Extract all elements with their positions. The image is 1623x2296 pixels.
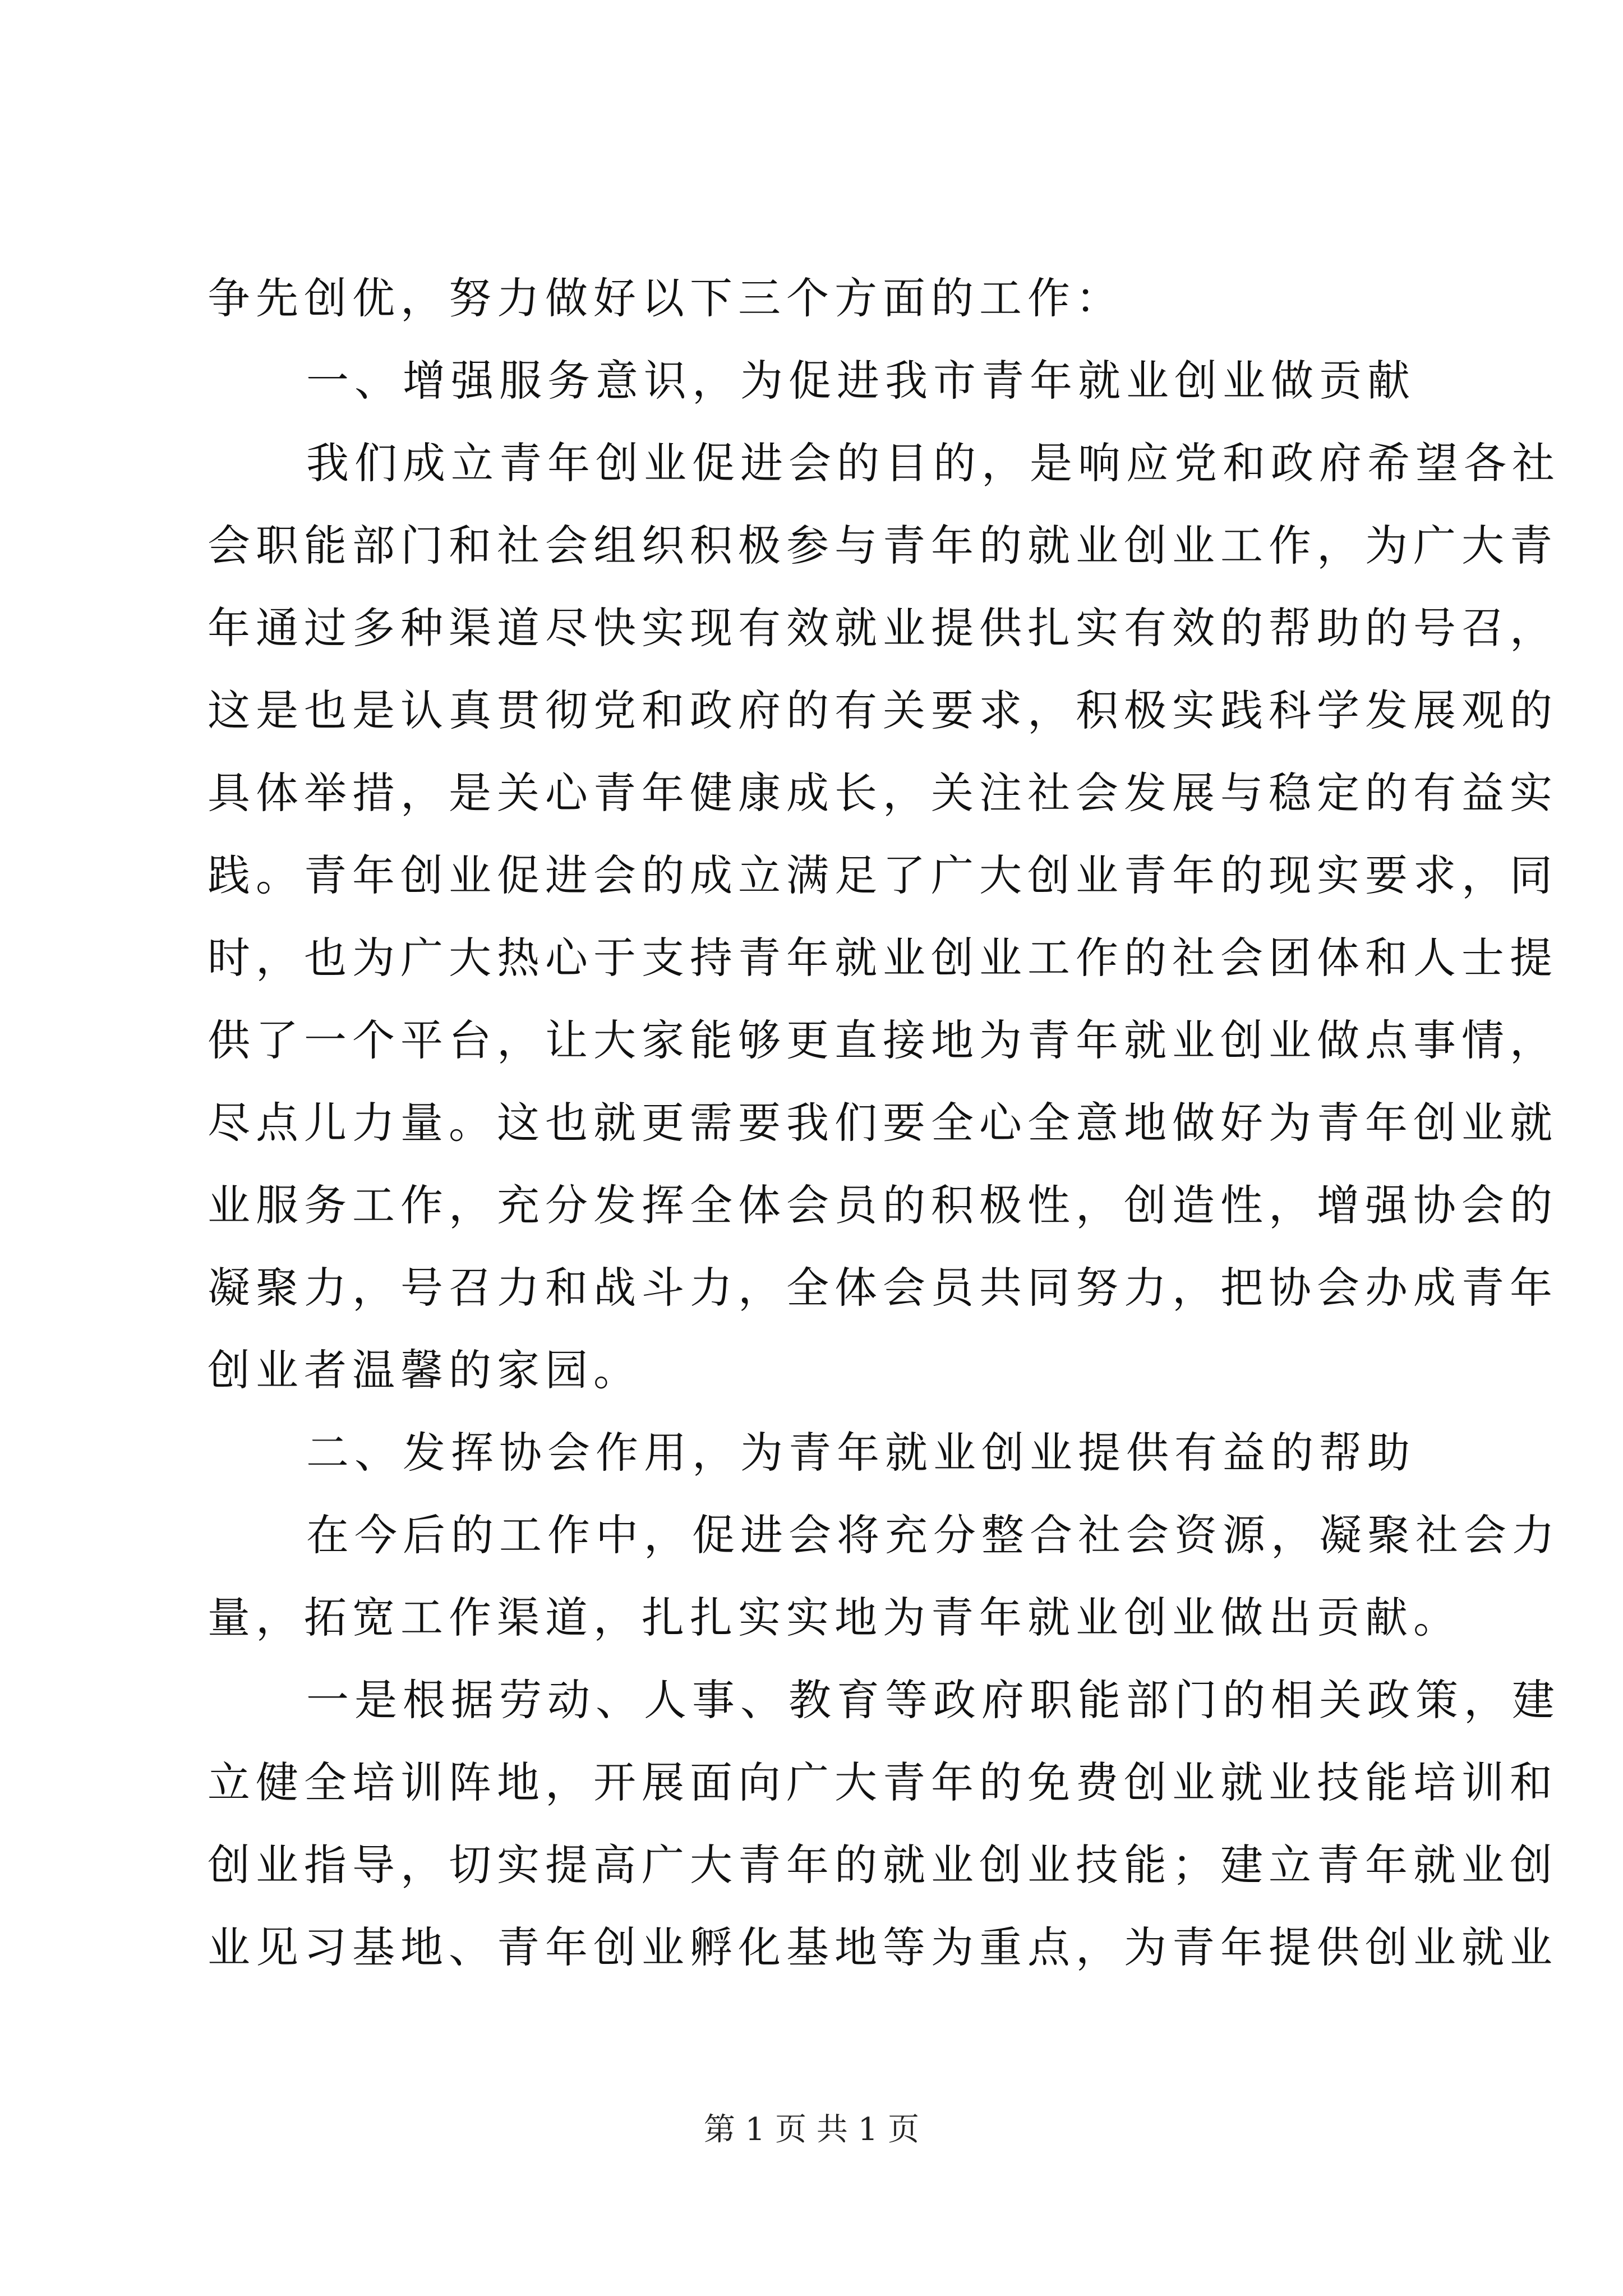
text-line-16: 在今后的工作中，促进会将充分整合社会资源，凝聚社会力 (306, 1510, 1560, 1560)
text-line-7: 具体举措，是关心青年健康成长，关注社会发展与稳定的有益实 (208, 768, 1558, 818)
text-line-6: 这是也是认真贯彻党和政府的有关要求，积极实践科学发展观的 (208, 685, 1558, 735)
text-line-8: 践。青年创业促进会的成立满足了广大创业青年的现实要求，同 (208, 850, 1558, 900)
section-heading-1: 一、增强服务意识，为促进我市青年就业创业做贡献 (306, 356, 1415, 406)
text-line-14: 创业者温馨的家园。 (208, 1345, 642, 1395)
text-line-11: 尽点儿力量。这也就更需要我们要全心全意地做好为青年创业就 (208, 1098, 1558, 1148)
text-line-5: 年通过多种渠道尽快实现有效就业提供扎实有效的帮助的号召， (208, 603, 1558, 653)
text-line-4: 会职能部门和社会组织积极参与青年的就业创业工作，为广大青 (208, 521, 1558, 570)
text-line-18: 一是根据劳动、人事、教育等政府职能部门的相关政策，建 (306, 1675, 1560, 1725)
text-line-10: 供了一个平台，让大家能够更直接地为青年就业创业做点事情， (208, 1015, 1558, 1065)
text-line-19: 立健全培训阵地，开展面向广大青年的免费创业就业技能培训和 (208, 1757, 1558, 1807)
page-footer: 第 1 页 共 1 页 (703, 2111, 920, 2148)
text-line-17: 量，拓宽工作渠道，扎扎实实地为青年就业创业做出贡献。 (208, 1593, 1461, 1642)
text-line-1: 争先创优，努力做好以下三个方面的工作： (208, 273, 1124, 323)
text-line-12: 业服务工作，充分发挥全体会员的积极性，创造性，增强协会的 (208, 1180, 1558, 1230)
text-line-21: 业见习基地、青年创业孵化基地等为重点，为青年提供创业就业 (208, 1922, 1558, 1972)
text-line-9: 时，也为广大热心于支持青年就业创业工作的社会团体和人士提 (208, 933, 1558, 983)
text-line-20: 创业指导，切实提高广大青年的就业创业技能；建立青年就业创 (208, 1840, 1558, 1890)
section-heading-2: 二、发挥协会作用，为青年就业创业提供有益的帮助 (306, 1428, 1415, 1478)
text-line-3: 我们成立青年创业促进会的目的，是响应党和政府希望各社 (306, 438, 1560, 488)
text-line-13: 凝聚力，号召力和战斗力，全体会员共同努力，把协会办成青年 (208, 1263, 1558, 1313)
